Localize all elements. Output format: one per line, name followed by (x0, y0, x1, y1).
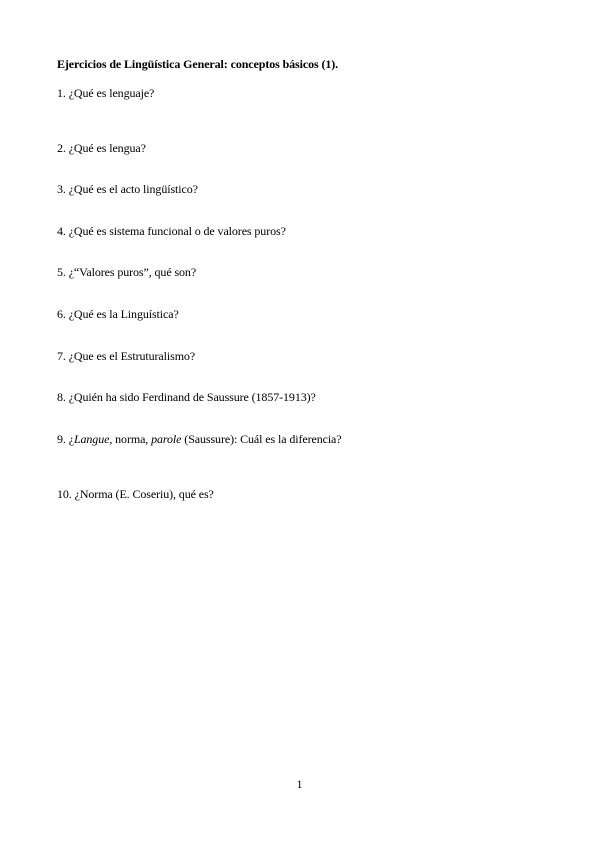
question-3: 3. ¿Qué es el acto lingüístico? (57, 182, 198, 196)
question-1: 1. ¿Qué es lenguaje? (57, 86, 155, 100)
question-6: 6. ¿Qué es la Linguística? (57, 307, 179, 321)
question-9-suffix: (Saussure): Cuál es la diferencia? (181, 432, 342, 446)
term-parole: parole (151, 432, 182, 446)
question-5: 5. ¿“Valores puros”, qué son? (57, 265, 197, 279)
document-title: Ejercicios de Lingüística General: conceptos básicos (1). (57, 57, 339, 71)
question-9-mid: , norma, (109, 432, 152, 446)
term-langue: Langue (73, 432, 110, 446)
question-4: 4. ¿Qué es sistema funcional o de valores puros? (57, 224, 286, 238)
question-8: 8. ¿Quién ha sido Ferdinand de Saussure (1857-1913)? (57, 390, 316, 404)
question-9 (57, 432, 342, 447)
question-2: 2. ¿Qué es lengua? (57, 141, 146, 155)
question-7: 7. ¿Que es el Estruturalismo? (57, 349, 196, 363)
question-9-prefix: 9. ¿ (57, 432, 74, 446)
question-10: 10. ¿Norma (E. Coseriu), qué es? (57, 487, 214, 501)
page-number: 1 (296, 777, 303, 791)
